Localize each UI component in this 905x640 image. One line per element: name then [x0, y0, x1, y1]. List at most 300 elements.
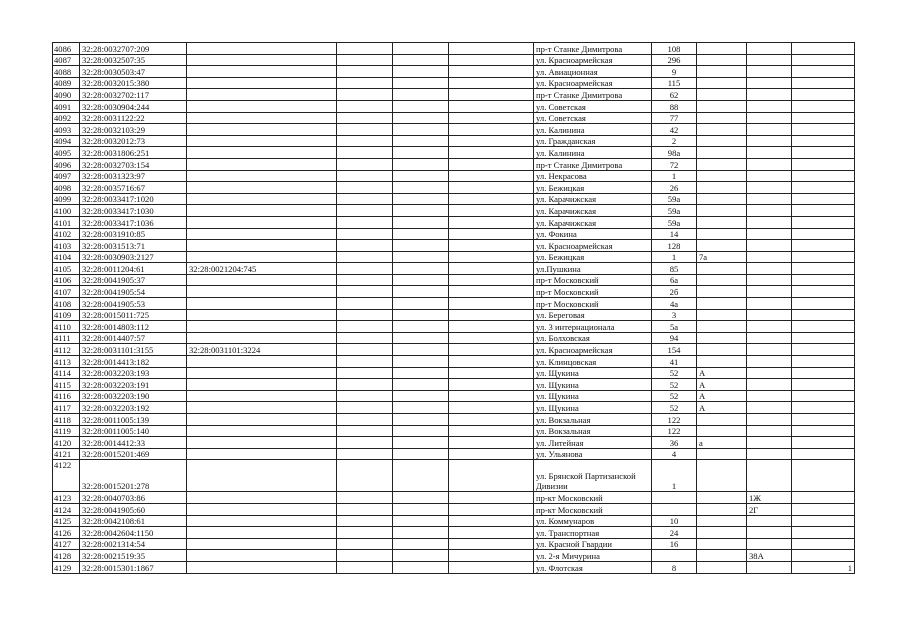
house-number-cell: 115: [652, 77, 697, 89]
table-row: [53, 344, 855, 356]
row-number-cell: 4097: [53, 170, 80, 182]
extra-cell: [792, 54, 855, 66]
empty-cell: [337, 515, 393, 527]
cadastral-number-cell: 32:28:0031806:251: [80, 147, 187, 159]
extra-cell: [792, 379, 855, 391]
letter-cell: [747, 54, 792, 66]
table-row: [53, 437, 855, 449]
empty-cell: [393, 66, 449, 78]
house-number-cell: 52: [652, 402, 697, 414]
linked-cadastral-cell: [187, 135, 337, 147]
letter-cell: [747, 89, 792, 101]
table-row: [53, 274, 855, 286]
table-row: [53, 147, 855, 159]
row-number-cell: 4116: [53, 390, 80, 402]
letter-cell: [747, 135, 792, 147]
building-cell: [697, 515, 747, 527]
empty-cell: [337, 390, 393, 402]
table-row: [53, 503, 855, 515]
table-row: [53, 43, 855, 55]
row-number-cell: 4117: [53, 402, 80, 414]
empty-cell: [337, 437, 393, 449]
street-cell: пр-т Московский: [534, 298, 652, 310]
empty-cell: [393, 356, 449, 368]
street-cell: пр-т Московский: [534, 286, 652, 298]
house-number-cell: 41: [652, 356, 697, 368]
empty-cell: [393, 228, 449, 240]
table-row: [53, 66, 855, 78]
row-number-cell: 4095: [53, 147, 80, 159]
table-row: [53, 402, 855, 414]
table-row: [53, 309, 855, 321]
street-cell: пр-т Станке Димитрова: [534, 43, 652, 55]
row-number-cell: 4086: [53, 43, 80, 55]
letter-cell: [747, 66, 792, 78]
house-number-cell: 36: [652, 437, 697, 449]
empty-cell: [449, 561, 534, 573]
row-number-cell: 4107: [53, 286, 80, 298]
empty-cell: [337, 367, 393, 379]
row-number-cell: 4088: [53, 66, 80, 78]
cadastral-number-cell: 32:28:0032702:117: [80, 89, 187, 101]
empty-cell: [393, 448, 449, 460]
empty-cell: [393, 425, 449, 437]
empty-cell: [449, 538, 534, 550]
street-cell: ул. Ульянова: [534, 448, 652, 460]
house-number-cell: 88: [652, 100, 697, 112]
empty-cell: [449, 158, 534, 170]
row-number-cell: 4108: [53, 298, 80, 310]
empty-cell: [393, 89, 449, 101]
empty-cell: [337, 538, 393, 550]
linked-cadastral-cell: [187, 100, 337, 112]
row-number-cell: 4121: [53, 448, 80, 460]
empty-cell: [449, 414, 534, 426]
row-number-cell: 4091: [53, 100, 80, 112]
cadastral-number-cell: 32:28:0030903:2127: [80, 251, 187, 263]
table-row: [53, 414, 855, 426]
empty-cell: [393, 193, 449, 205]
letter-cell: [747, 425, 792, 437]
building-cell: [697, 170, 747, 182]
street-cell: пр-кт Московский: [534, 503, 652, 515]
letter-cell: [747, 112, 792, 124]
cadastral-number-cell: 32:28:0021519:35: [80, 550, 187, 562]
empty-cell: [337, 561, 393, 573]
empty-cell: [393, 402, 449, 414]
building-cell: [697, 527, 747, 539]
house-number-cell: 26: [652, 182, 697, 194]
building-cell: [697, 332, 747, 344]
empty-cell: [337, 182, 393, 194]
empty-cell: [393, 550, 449, 562]
building-cell: [697, 240, 747, 252]
street-cell: ул. 2-я Мичурина: [534, 550, 652, 562]
empty-cell: [337, 550, 393, 562]
linked-cadastral-cell: [187, 414, 337, 426]
extra-cell: [792, 205, 855, 217]
street-cell: ул. Карачижская: [534, 205, 652, 217]
building-cell: [697, 77, 747, 89]
extra-cell: [792, 216, 855, 228]
table-row: [53, 332, 855, 344]
table-row: [53, 286, 855, 298]
row-number-cell: 4113: [53, 356, 80, 368]
street-cell: ул.Пушкина: [534, 263, 652, 275]
table-row: [53, 298, 855, 310]
empty-cell: [393, 332, 449, 344]
row-number-cell: 4129: [53, 561, 80, 573]
cadastral-number-cell: 32:28:0031122:22: [80, 112, 187, 124]
empty-cell: [449, 124, 534, 136]
house-number-cell: 6а: [652, 274, 697, 286]
building-cell: [697, 193, 747, 205]
letter-cell: [747, 309, 792, 321]
empty-cell: [337, 332, 393, 344]
house-number-cell: 94: [652, 332, 697, 344]
letter-cell: [747, 286, 792, 298]
letter-cell: [747, 205, 792, 217]
letter-cell: [747, 460, 792, 492]
house-number-cell: 1: [652, 170, 697, 182]
empty-cell: [449, 77, 534, 89]
house-number-cell: 72: [652, 158, 697, 170]
house-number-cell: 52: [652, 379, 697, 391]
linked-cadastral-cell: [187, 492, 337, 504]
empty-cell: [393, 170, 449, 182]
extra-cell: [792, 367, 855, 379]
empty-cell: [393, 182, 449, 194]
linked-cadastral-cell: 32:28:0031101:3224: [187, 344, 337, 356]
empty-cell: [337, 448, 393, 460]
empty-cell: [337, 216, 393, 228]
linked-cadastral-cell: [187, 448, 337, 460]
empty-cell: [393, 100, 449, 112]
empty-cell: [337, 240, 393, 252]
cadastral-number-cell: 32:28:0015201:278: [80, 460, 187, 492]
empty-cell: [393, 390, 449, 402]
letter-cell: [747, 437, 792, 449]
street-cell: ул. Щукина: [534, 402, 652, 414]
letter-cell: [747, 100, 792, 112]
street-cell: ул. Советская: [534, 100, 652, 112]
house-number-cell: 85: [652, 263, 697, 275]
empty-cell: [449, 515, 534, 527]
linked-cadastral-cell: [187, 402, 337, 414]
letter-cell: [747, 228, 792, 240]
house-number-cell: 14: [652, 228, 697, 240]
table-row: [53, 515, 855, 527]
empty-cell: [393, 344, 449, 356]
extra-cell: [792, 515, 855, 527]
linked-cadastral-cell: [187, 367, 337, 379]
extra-cell: [792, 286, 855, 298]
empty-cell: [337, 54, 393, 66]
table-row: [53, 228, 855, 240]
building-cell: А: [697, 402, 747, 414]
empty-cell: [337, 356, 393, 368]
house-number-cell: 16: [652, 538, 697, 550]
empty-cell: [393, 492, 449, 504]
cadastral-number-cell: 32:28:0042108:61: [80, 515, 187, 527]
building-cell: [697, 112, 747, 124]
house-number-cell: 122: [652, 414, 697, 426]
linked-cadastral-cell: [187, 170, 337, 182]
empty-cell: [337, 205, 393, 217]
empty-cell: [449, 54, 534, 66]
extra-cell: [792, 228, 855, 240]
extra-cell: [792, 124, 855, 136]
cadastral-number-cell: 32:28:0014412:33: [80, 437, 187, 449]
row-number-cell: 4098: [53, 182, 80, 194]
table-row: [53, 112, 855, 124]
linked-cadastral-cell: [187, 561, 337, 573]
empty-cell: [393, 503, 449, 515]
empty-cell: [337, 321, 393, 333]
house-number-cell: 24: [652, 527, 697, 539]
street-cell: ул. Бежицкая: [534, 251, 652, 263]
extra-cell: [792, 402, 855, 414]
empty-cell: [337, 460, 393, 492]
building-cell: [697, 263, 747, 275]
building-cell: [697, 158, 747, 170]
empty-cell: [449, 321, 534, 333]
row-number-cell: 4100: [53, 205, 80, 217]
street-cell: ул. Транспортная: [534, 527, 652, 539]
empty-cell: [393, 538, 449, 550]
empty-cell: [393, 205, 449, 217]
empty-cell: [337, 414, 393, 426]
building-cell: [697, 356, 747, 368]
building-cell: [697, 286, 747, 298]
table-row: [53, 367, 855, 379]
empty-cell: [449, 135, 534, 147]
letter-cell: [747, 356, 792, 368]
empty-cell: [449, 43, 534, 55]
empty-cell: [337, 527, 393, 539]
cadastral-number-cell: 32:28:0031513:71: [80, 240, 187, 252]
street-cell: ул. Советская: [534, 112, 652, 124]
table-row: [53, 54, 855, 66]
extra-cell: [792, 298, 855, 310]
empty-cell: [393, 77, 449, 89]
row-number-cell: 4111: [53, 332, 80, 344]
empty-cell: [449, 286, 534, 298]
table-row: [53, 321, 855, 333]
letter-cell: [747, 527, 792, 539]
linked-cadastral-cell: 32:28:0021204:745: [187, 263, 337, 275]
cadastral-number-cell: 32:28:0031101:3155: [80, 344, 187, 356]
row-number-cell: 4119: [53, 425, 80, 437]
letter-cell: [747, 147, 792, 159]
row-number-cell: 4101: [53, 216, 80, 228]
house-number-cell: 9: [652, 66, 697, 78]
letter-cell: [747, 77, 792, 89]
extra-cell: [792, 527, 855, 539]
empty-cell: [337, 158, 393, 170]
house-number-cell: 2: [652, 135, 697, 147]
cadastral-number-cell: 32:28:0033417:1036: [80, 216, 187, 228]
letter-cell: [747, 216, 792, 228]
row-number-cell: 4102: [53, 228, 80, 240]
letter-cell: [747, 561, 792, 573]
document-sheet: [52, 42, 854, 574]
linked-cadastral-cell: [187, 379, 337, 391]
extra-cell: [792, 274, 855, 286]
empty-cell: [449, 147, 534, 159]
table-row: [53, 251, 855, 263]
letter-cell: [747, 263, 792, 275]
empty-cell: [393, 437, 449, 449]
cadastral-number-cell: 32:28:0031323:97: [80, 170, 187, 182]
street-cell: пр-кт Московский: [534, 492, 652, 504]
linked-cadastral-cell: [187, 550, 337, 562]
row-number-cell: 4099: [53, 193, 80, 205]
house-number-cell: 8: [652, 561, 697, 573]
empty-cell: [393, 298, 449, 310]
empty-cell: [449, 492, 534, 504]
building-cell: [697, 182, 747, 194]
letter-cell: [747, 321, 792, 333]
linked-cadastral-cell: [187, 286, 337, 298]
street-cell: ул. Клинцовская: [534, 356, 652, 368]
empty-cell: [449, 182, 534, 194]
linked-cadastral-cell: [187, 240, 337, 252]
cadastral-number-cell: 32:28:0032507:35: [80, 54, 187, 66]
street-cell: ул. Береговая: [534, 309, 652, 321]
extra-cell: [792, 263, 855, 275]
empty-cell: [449, 344, 534, 356]
extra-cell: [792, 309, 855, 321]
row-number-cell: 4112: [53, 344, 80, 356]
street-cell: ул. Некрасова: [534, 170, 652, 182]
cadastral-number-cell: 32:28:0015201:469: [80, 448, 187, 460]
empty-cell: [449, 66, 534, 78]
empty-cell: [393, 43, 449, 55]
empty-cell: [449, 193, 534, 205]
building-cell: [697, 561, 747, 573]
letter-cell: 2Г: [747, 503, 792, 515]
empty-cell: [337, 135, 393, 147]
letter-cell: [747, 402, 792, 414]
house-number-cell: 52: [652, 367, 697, 379]
cadastral-number-cell: 32:28:0033417:1020: [80, 193, 187, 205]
row-number-cell: 4120: [53, 437, 80, 449]
street-cell: ул. Щукина: [534, 367, 652, 379]
extra-cell: [792, 240, 855, 252]
linked-cadastral-cell: [187, 356, 337, 368]
empty-cell: [337, 251, 393, 263]
cadastral-number-cell: 32:28:0031910:85: [80, 228, 187, 240]
table-row: [53, 89, 855, 101]
street-cell: ул. Коммунаров: [534, 515, 652, 527]
building-cell: [697, 298, 747, 310]
empty-cell: [393, 561, 449, 573]
letter-cell: [747, 158, 792, 170]
house-number-cell: [652, 503, 697, 515]
empty-cell: [449, 112, 534, 124]
building-cell: [697, 147, 747, 159]
street-cell: ул. Литейная: [534, 437, 652, 449]
row-number-cell: 4118: [53, 414, 80, 426]
letter-cell: [747, 332, 792, 344]
extra-cell: [792, 344, 855, 356]
linked-cadastral-cell: [187, 182, 337, 194]
house-number-cell: 4а: [652, 298, 697, 310]
extra-cell: [792, 43, 855, 55]
building-cell: [697, 550, 747, 562]
table-row: [53, 170, 855, 182]
building-cell: [697, 89, 747, 101]
letter-cell: [747, 251, 792, 263]
cadastral-number-cell: 32:28:0032203:193: [80, 367, 187, 379]
empty-cell: [449, 379, 534, 391]
cadastral-number-cell: 32:28:0032012:73: [80, 135, 187, 147]
empty-cell: [449, 550, 534, 562]
house-number-cell: [652, 492, 697, 504]
cadastral-number-cell: 32:28:0030503:47: [80, 66, 187, 78]
table-row: [53, 390, 855, 402]
extra-cell: [792, 414, 855, 426]
letter-cell: [747, 538, 792, 550]
extra-cell: [792, 390, 855, 402]
empty-cell: [393, 321, 449, 333]
row-number-cell: 4128: [53, 550, 80, 562]
table-row: [53, 538, 855, 550]
house-number-cell: 59а: [652, 193, 697, 205]
linked-cadastral-cell: [187, 390, 337, 402]
street-cell: ул. Красноармейская: [534, 344, 652, 356]
house-number-cell: 42: [652, 124, 697, 136]
building-cell: [697, 538, 747, 550]
linked-cadastral-cell: [187, 298, 337, 310]
table-row: [53, 460, 855, 492]
linked-cadastral-cell: [187, 228, 337, 240]
linked-cadastral-cell: [187, 216, 337, 228]
letter-cell: [747, 448, 792, 460]
empty-cell: [337, 298, 393, 310]
house-number-cell: [652, 550, 697, 562]
empty-cell: [393, 263, 449, 275]
row-number-cell: 4090: [53, 89, 80, 101]
house-number-cell: 122: [652, 425, 697, 437]
building-cell: [697, 216, 747, 228]
street-cell: пр-т Московский: [534, 274, 652, 286]
empty-cell: [449, 274, 534, 286]
cadastral-number-cell: 32:28:0040703:86: [80, 492, 187, 504]
extra-cell: [792, 251, 855, 263]
linked-cadastral-cell: [187, 124, 337, 136]
empty-cell: [337, 147, 393, 159]
house-number-cell: 5а: [652, 321, 697, 333]
empty-cell: [449, 332, 534, 344]
street-cell: ул. Красноармейская: [534, 240, 652, 252]
empty-cell: [393, 147, 449, 159]
letter-cell: [747, 379, 792, 391]
linked-cadastral-cell: [187, 251, 337, 263]
house-number-cell: 3: [652, 309, 697, 321]
linked-cadastral-cell: [187, 274, 337, 286]
row-number-cell: 4114: [53, 367, 80, 379]
row-number-cell: 4096: [53, 158, 80, 170]
cadastral-number-cell: 32:28:0014413:182: [80, 356, 187, 368]
street-cell: ул. Красноармейская: [534, 77, 652, 89]
building-cell: [697, 43, 747, 55]
empty-cell: [449, 100, 534, 112]
cadastral-number-cell: 32:28:0015301:1867: [80, 561, 187, 573]
empty-cell: [393, 367, 449, 379]
extra-cell: [792, 448, 855, 460]
